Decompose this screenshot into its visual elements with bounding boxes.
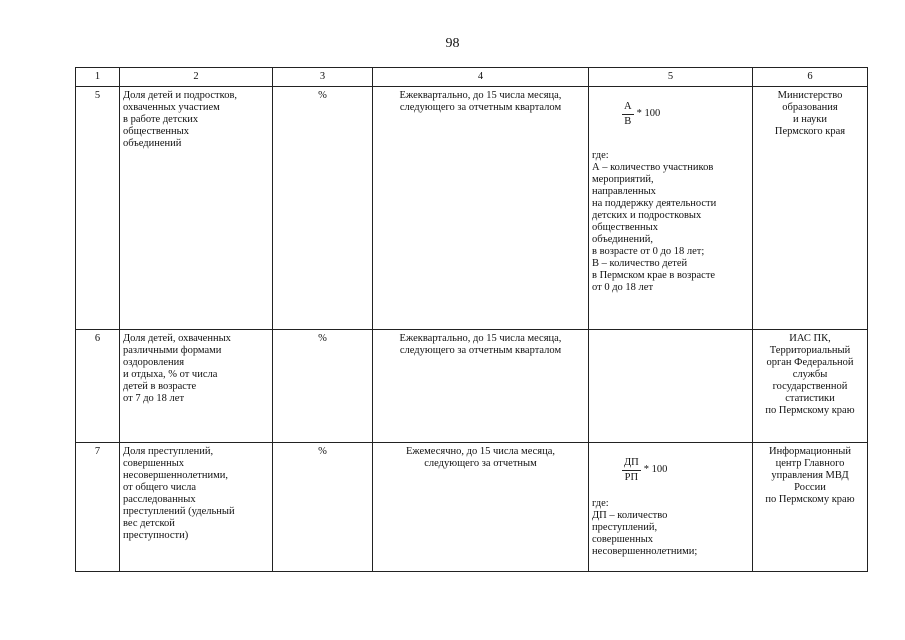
indicator-name: Доля преступлений, совершенных несовершеннолетними, от общего числа расследованных преступлений (удельный вес детской преступности) — [120, 443, 273, 572]
column-header: 3 — [273, 68, 373, 87]
formula-fraction — [622, 96, 749, 132]
unit-of-measure: % — [273, 87, 373, 330]
table-row — [76, 87, 868, 330]
formula-multiplier: * 100 — [636, 108, 661, 119]
table-row — [76, 443, 868, 572]
unit-of-measure: % — [273, 443, 373, 572]
formula-multiplier: * 100 — [643, 464, 668, 475]
table-header-row — [76, 68, 868, 87]
periodicity: Ежеквартально, до 15 числа месяца, следующего за отчетным кварталом — [373, 330, 589, 443]
row-number: 6 — [76, 330, 120, 443]
calculation-formula — [589, 443, 753, 572]
indicator-name: Доля детей, охваченных различными формами оздоровления и отдыха, % от числа детей в возрасте от 7 до 18 лет — [120, 330, 273, 443]
formula-explanation: где: ДП – количество преступлений, совершенных несовершеннолетними; — [592, 498, 698, 557]
column-header: 6 — [753, 68, 868, 87]
formula-numerator: А — [622, 100, 634, 115]
data-source: Министерство образования и науки Пермского края — [753, 87, 868, 330]
periodicity: Ежеквартально, до 15 числа месяца, следующего за отчетным кварталом — [373, 87, 589, 330]
data-source: Информационный центр Главного управления МВД России по Пермскому краю — [753, 443, 868, 572]
formula-denominator: В — [624, 115, 632, 127]
indicator-table — [75, 67, 868, 572]
column-header: 1 — [76, 68, 120, 87]
column-header: 5 — [589, 68, 753, 87]
formula-numerator: ДП — [622, 456, 641, 471]
column-header: 4 — [373, 68, 589, 87]
column-header: 2 — [120, 68, 273, 87]
row-number: 5 — [76, 87, 120, 330]
indicator-name: Доля детей и подростков, охваченных участием в работе детских общественных объединений — [120, 87, 273, 330]
formula-fraction — [622, 452, 749, 488]
table-row — [76, 330, 868, 443]
formula-denominator: РП — [624, 471, 639, 483]
calculation-formula — [589, 87, 753, 330]
row-number: 7 — [76, 443, 120, 572]
page-number: 98 — [445, 36, 460, 51]
calculation-formula — [589, 330, 753, 443]
formula-explanation: где: А – количество участников мероприятий, направленных на поддержку деятельности детских и подростковых общественных объединений, в возрасте от 0 до 18 лет; В – количество детей в Пермском крае в возрасте от 0 до 18 лет — [592, 150, 717, 293]
data-source: ИАС ПК, Территориальный орган Федеральной службы государственной статистики по Пермскому краю — [753, 330, 868, 443]
periodicity: Ежемесячно, до 15 числа месяца, следующего за отчетным — [373, 443, 589, 572]
unit-of-measure: % — [273, 330, 373, 443]
